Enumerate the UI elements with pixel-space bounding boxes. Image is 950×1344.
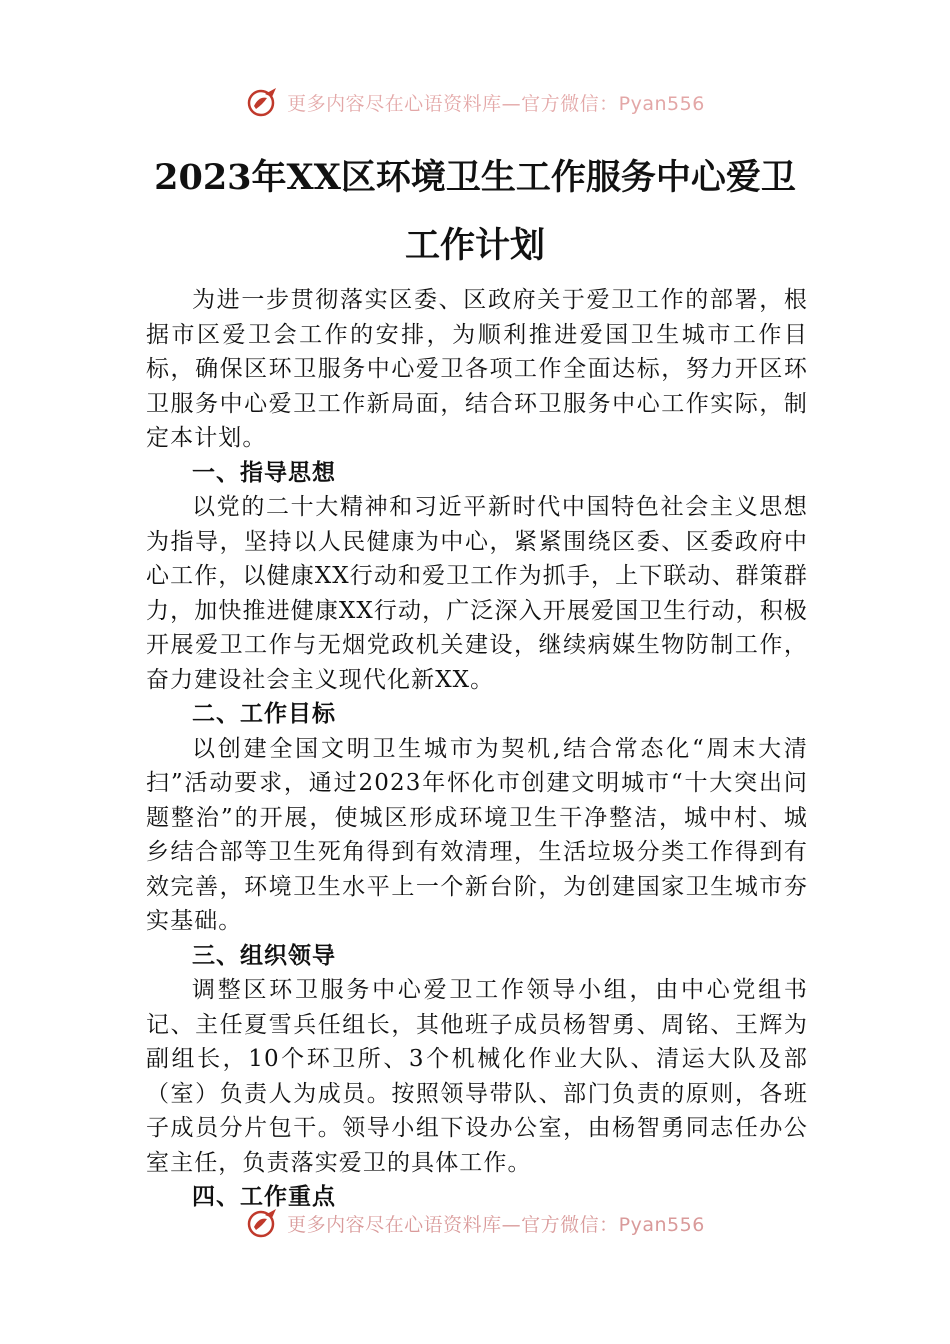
section-heading-work-goals: 二、工作目标 [192,701,336,727]
section-body-organization: 调整区环卫服务中心爱卫工作领导小组，由中心党组书记、主任夏雪兵任组长，其他班子成员杨智勇、周铭、王辉为副组长，10个环卫所、3个机械化作业大队、清运大队及部（室）负责人为成员。按照领导带队、部门负责的原则，各班子成员分片包干。领导小组下设办公室，由杨智勇同志任办公室主任，负责落实爱卫的具体工作。 [146,977,808,1176]
document-body [146,283,808,1215]
document-title-line-1: 2023年XX区环境卫生工作服务中心爱卫 [154,157,796,198]
brand-logo-icon [245,84,281,120]
watermark-text: 更多内容尽在心语资料库—官方微信：Pyan556 [287,1213,705,1236]
watermark-header [0,82,950,122]
section-body-work-goals: 以创建全国文明卫生城市为契机,结合常态化“周末大清扫”活动要求，通过2023年怀化市创建文明城市“十大突出问题整治”的开展，使城区形成环境卫生干净整洁，城中村、城乡结合部等卫生死角得到有效清理，生活垃圾分类工作得到有效完善，环境卫生水平上一个新台阶，为创建国家卫生城市夯实基础。 [146,735,808,934]
section-heading-guiding-ideology: 一、指导思想 [192,459,336,486]
section-heading-work-focus: 四、工作重点 [192,1184,336,1210]
section-heading-organization: 三、组织领导 [192,942,336,969]
watermark-footer [0,1203,950,1243]
brand-logo-icon [245,1205,281,1241]
section-body-guiding-ideology: 以党的二十大精神和习近平新时代中国特色社会主义思想为指导，坚持以人民健康为中心，紧紧围绕区委、区委政府中心工作，以健康XX行动和爱卫工作为抓手，上下联动、群策群力，加快推进健康XX行动，广泛深入开展爱国卫生行动，积极开展爱卫工作与无烟党政机关建设，继续病媒生物防制工作，奋力建设社会主义现代化新XX。 [146,494,808,693]
intro-paragraph: 为进一步贯彻落实区委、区政府关于爱卫工作的部署，根据市区爱卫会工作的安排，为顺利推进爱国卫生城市工作目标，确保区环卫服务中心爱卫各项工作全面达标，努力开区环卫服务中心爱卫工作新局面，结合环卫服务中心工作实际，制定本计划。 [146,287,808,451]
watermark-text: 更多内容尽在心语资料库—官方微信：Pyan556 [287,92,705,115]
document-title-line-2: 工作计划 [404,225,545,266]
